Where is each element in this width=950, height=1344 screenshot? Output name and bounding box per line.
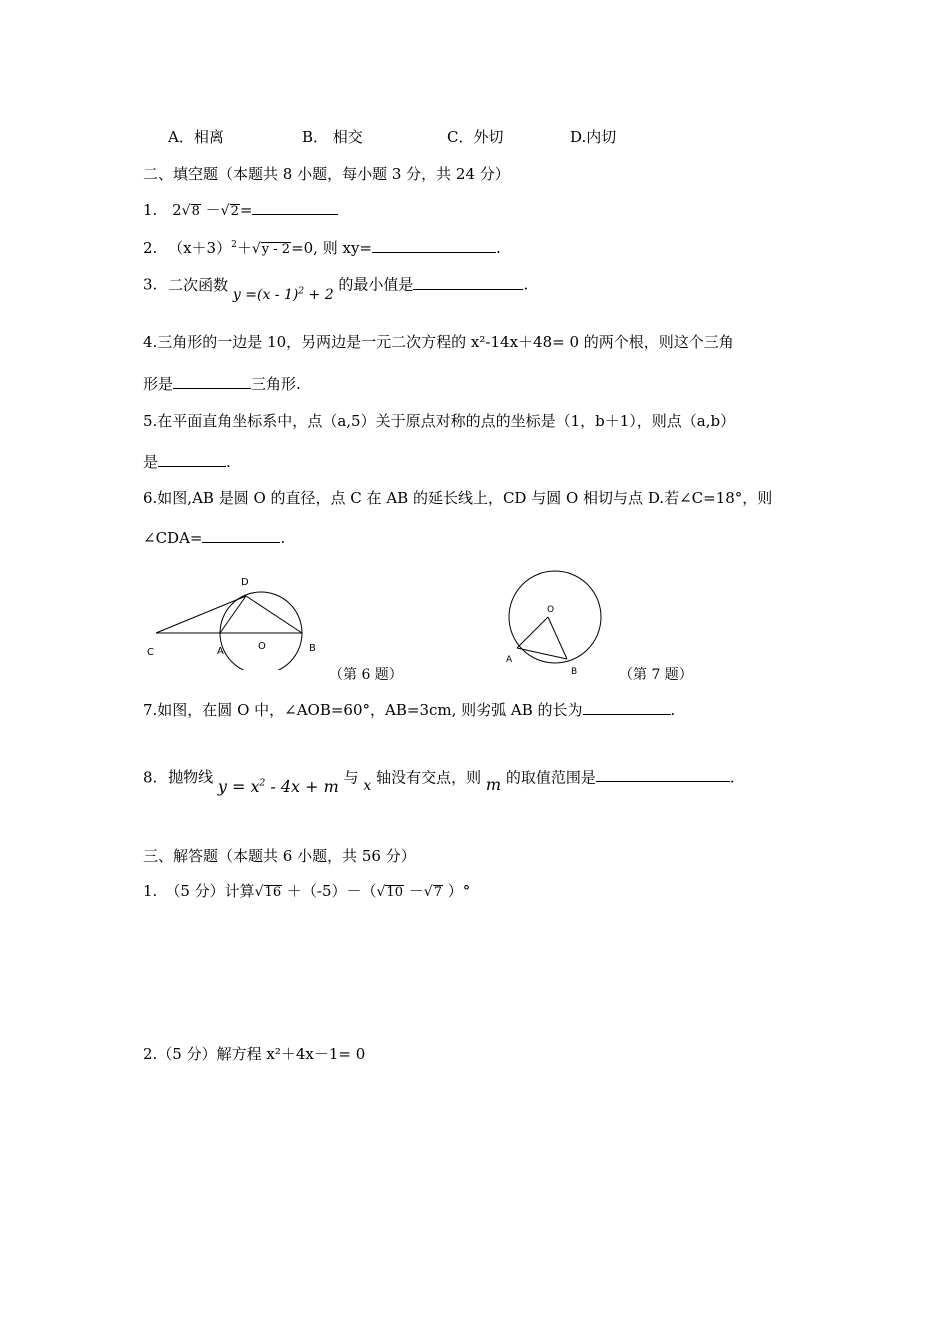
figure-6-diagram [140,570,340,670]
s2-q5-line1: 5.在平面直角坐标系中，点（a,5）关于原点对称的点的坐标是（1，b＋1），则点（a,b） [143,412,736,430]
fig6-label-b: B [309,643,316,654]
answer-blank [583,700,671,715]
q8-mid: 与 [343,768,359,787]
s3q1-pts: （5 分）计算 [165,882,255,900]
s2-q8: 8. 抛物线 $y = x^2 - 4x + m$ 与 x 轴没有交点，则 m 的取值范围是 . [143,768,735,797]
q1-radicand-b: 2 [230,204,239,219]
answer-blank [372,238,496,253]
fig7-line-ab [517,648,567,659]
fig7-line-oa [517,617,548,648]
radical-sign: √ [376,884,386,900]
choice-a: A．相离 [168,128,224,146]
q2-square: 2 [231,240,237,250]
choice-b: B． 相交 [302,128,363,146]
fig6-label-a: A [217,646,224,657]
q8-var-m: m [485,775,502,795]
radical-sign: √ [254,884,264,900]
q8-mid2: 轴没有交点，则 [376,768,482,787]
s2-q1 [143,200,338,221]
radical-sign: √ [220,203,230,219]
q1-coef: 2 [172,201,182,219]
figure-6-caption: （第 6 题） [329,667,403,683]
s2-q6-line1: 6.如图,AB 是圆 O 的直径，点 C 在 AB 的延长线上，CD 与圆 O 相切与点 D.若∠C=18°，则 [143,489,773,507]
answer-blank [252,200,338,215]
s3-q2: 2.（5 分）解方程 x²＋4x－1= 0 [143,1045,366,1063]
q2-post: =0, 则 xy= [291,239,372,257]
s3q1-number: 1. [143,882,158,900]
fig6-label-o: O [258,641,266,652]
q8-formula: $y = x^2 - 4x + m$ [217,777,339,797]
q8-var-x: x [363,778,372,795]
answer-blank [202,528,280,543]
s2-q7: 7.如图，在圆 O 中，∠AOB=60°，AB=3cm, 则劣弧 AB 的长为 . [143,701,676,719]
radical-sign: √ [423,884,433,900]
s2-q5-line2: 是 . [143,453,231,471]
s3q1-radicand-b: 10 [386,885,403,900]
q3-post: 的最小值是 [338,275,414,294]
s2-q6-line2: ∠CDA= . [143,529,286,547]
q8-number: 8. [143,768,158,787]
q8-pre: 抛物线 [168,768,214,787]
fig6-label-c: C [147,647,154,658]
s2-q4-line2: 形是 三角形. [143,375,301,393]
s3-q1 [143,881,470,902]
q3-end: . [523,275,529,294]
section3-title: 三、解答题（本题共 6 小题，共 56 分） [143,847,416,865]
fig7-label-o: O [547,605,555,615]
q3-formula: y =(x - 1)$^2$ + 2 [232,286,334,303]
q8-post: 的取值范围是 [505,768,596,787]
choice-c: C．外切 [447,128,504,146]
q3-pre: 二次函数 [168,275,229,294]
answer-blank [173,374,251,389]
q2-radicand: y - 2 [261,242,291,257]
figure-7-diagram [500,565,610,675]
q1-number: 1. [143,201,158,219]
q2-number: 2. [143,239,158,257]
q3-number: 3. [143,275,158,294]
fig6-label-d: D [241,577,249,588]
answer-blank [158,452,226,467]
choice-d: D.内切 [570,128,617,146]
answer-blank [596,767,730,782]
fig7-label-b: B [571,667,578,675]
s3q1-minus: － [408,882,424,900]
answer-blank [413,275,523,290]
q1-minus: － [205,201,221,219]
radical-sign: √ [181,203,191,219]
figure-7-caption: （第 7 题） [619,667,693,683]
q2-pre: （x＋3） [168,239,232,257]
s3q1-radicand-c: 7 [433,885,442,900]
s2-q3 [143,272,529,303]
fig7-line-ob [548,617,567,659]
q1-radicand-a: 8 [191,204,200,219]
fig7-label-a: A [506,655,513,665]
fig6-line-db [246,596,302,633]
q2-end: . [495,239,501,257]
section2-title: 二、填空题（本题共 8 小题，每小题 3 分，共 24 分） [143,165,510,183]
s2-q2 [143,235,501,259]
s3q1-end: ）° [447,882,471,900]
s3q1-radicand-a: 16 [264,885,282,900]
fig6-circle [220,592,302,670]
s3q1-part2: ＋（-5）－（ [286,882,377,900]
q1-equals: = [239,201,253,219]
radical-sign: √ [251,241,261,257]
q2-plus: ＋ [236,239,252,257]
s2-q4-line1: 4.三角形的一边是 10，另两边是一元二次方程的 x²-14x＋48= 0 的两个根，则这个三角 [143,333,734,351]
